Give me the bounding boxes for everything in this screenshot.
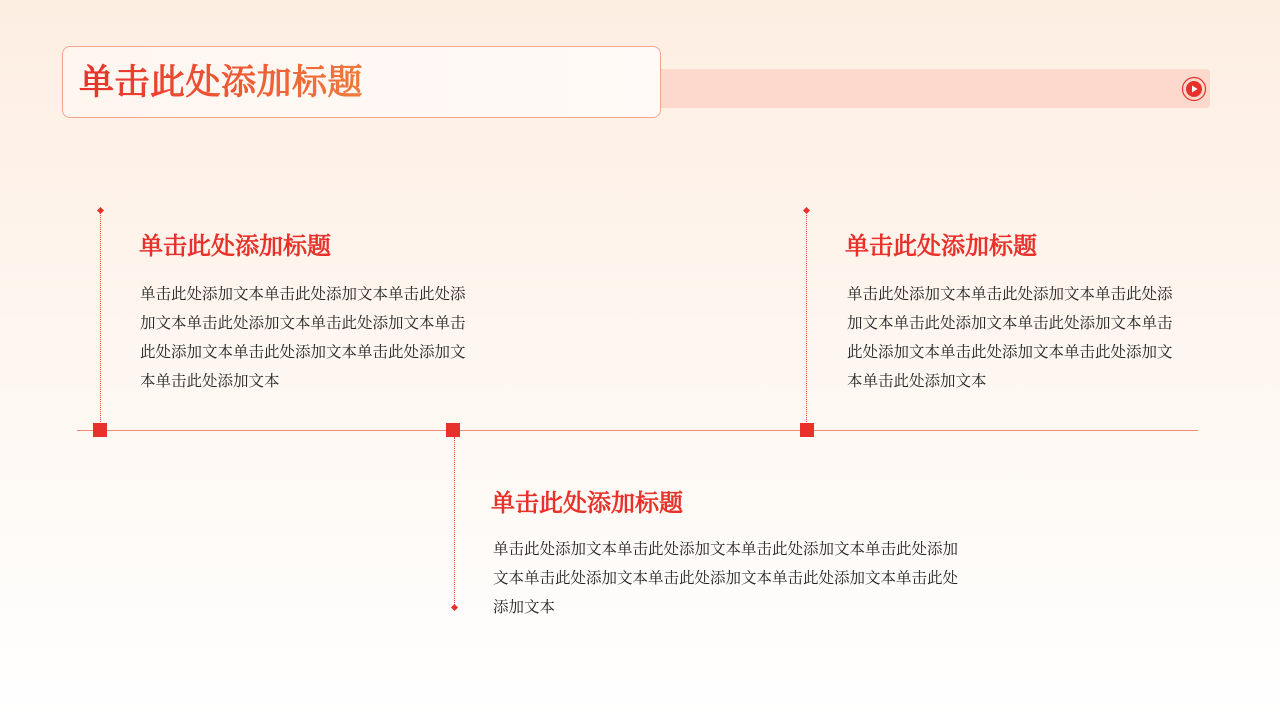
page-title: 单击此处添加标题 [79,60,363,106]
timeline-connector-2 [454,437,455,605]
item-3-title: 单击此处添加标题 [845,232,1037,260]
timeline-diamond-2 [451,604,458,611]
item-3-text: 单击此处添加文本单击此处添加文本单击此处添加文本单击此处添加文本单击此处添加文本单击此处添加文本单击此处添加文本单击此处添加文本单击此处添加文本 [847,285,1173,390]
item-1-title: 单击此处添加标题 [139,232,331,260]
timeline-connector-1 [100,213,101,428]
item-2-title: 单击此处添加标题 [491,489,683,517]
timeline-node-2 [446,423,460,437]
play-circle-icon[interactable] [1181,76,1207,102]
header-accent-bar [640,69,1210,108]
timeline-node-3 [800,423,814,437]
timeline-connector-3 [806,213,807,428]
item-1-text: 单击此处添加文本单击此处添加文本单击此处添加文本单击此处添加文本单击此处添加文本单击此处添加文本单击此处添加文本单击此处添加文本单击此处添加文本 [140,285,466,390]
timeline-node-1 [93,423,107,437]
timeline-axis [77,430,1198,431]
item-2-text: 单击此处添加文本单击此处添加文本单击此处添加文本单击此处添加文本单击此处添加文本单击此处添加文本单击此处添加文本单击此处添加文本 [493,540,959,616]
